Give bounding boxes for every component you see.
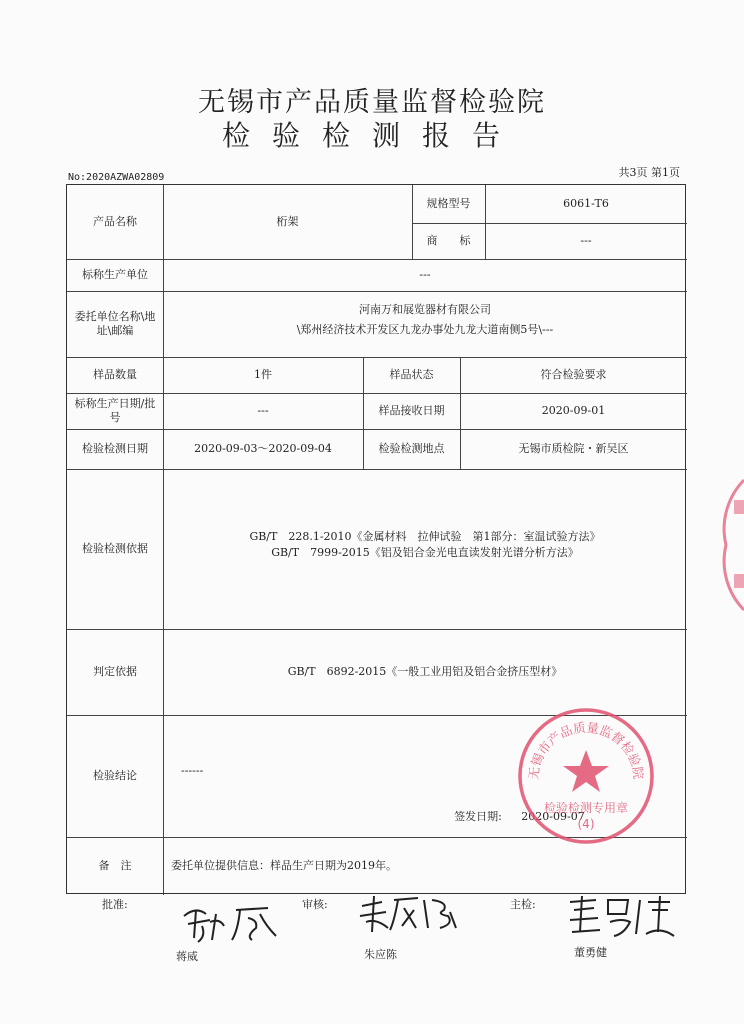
client-label: 委托单位名称\地址\邮编 (74, 309, 156, 337)
test-location-value: 无锡市质检院・新吴区 (518, 441, 629, 455)
report-number: No:2020AZWA02809 (68, 172, 165, 183)
sample-qty-label: 样品数量 (93, 367, 137, 381)
client-address: \郑州经济技术开发区九龙办事处九龙大道南侧5号\--- (296, 322, 554, 336)
edge-seal-fragment (716, 470, 744, 620)
receive-date-label: 样品接收日期 (378, 403, 445, 417)
institute-title: 无锡市产品质量监督检验院 (198, 87, 546, 118)
judgement-value: GB/T 6892-2015《一般工业用铝及铝合金挤压型材》 (287, 664, 563, 678)
trademark-label: 商 标 (426, 233, 471, 247)
product-name-value: 桁架 (276, 214, 299, 228)
prod-date-value: --- (257, 403, 269, 417)
basis-standard-1: GB/T 228.1-2010《金属材料 拉伸试验 第1部分：室温试验方法》 (249, 529, 601, 543)
sample-qty-value: 1件 (254, 367, 272, 381)
client-name: 河南万和展览器材有限公司 (359, 302, 491, 316)
manufacturer-value: --- (419, 267, 431, 281)
report-title: 检验检测报告 (221, 119, 522, 152)
product-name-label: 产品名称 (93, 214, 137, 228)
trademark-value: --- (580, 233, 592, 247)
test-date-value: 2020-09-03～2020-09-04 (194, 441, 332, 455)
seal-arc-text: 无锡市产品质量监督检验院 (525, 719, 647, 781)
sample-state-value: 符合检验要求 (540, 367, 607, 381)
seal-bottom-text: 检验检测专用章 (543, 801, 629, 815)
manufacturer-label: 标称生产单位 (82, 267, 148, 281)
conclusion-label: 检验结论 (93, 768, 137, 782)
page-info: 共3页 第1页 (618, 166, 680, 179)
basis-label: 检验检测依据 (82, 541, 148, 555)
test-date-label: 检验检测日期 (82, 441, 148, 455)
seal-number: (4) (577, 817, 595, 831)
approve-signature (176, 896, 286, 946)
inspect-label: 主检: (510, 898, 536, 911)
conclusion-value: ------ (181, 763, 204, 777)
approve-label: 批准: (102, 898, 128, 911)
model-value: 6061-T6 (563, 196, 609, 210)
judgement-label: 判定依据 (93, 664, 137, 678)
test-location-label: 检验检测地点 (378, 441, 445, 455)
inspect-signature (564, 892, 680, 938)
remarks-label: 备 注 (98, 858, 132, 872)
approve-name: 蒋威 (176, 950, 198, 963)
official-seal (516, 706, 656, 846)
remarks-value: 委托单位提供信息：样品生产日期为2019年。 (171, 858, 397, 872)
basis-standard-2: GB/T 7999-2015《铝及铝合金光电直读发射光谱分析方法》 (271, 545, 579, 559)
issue-date-value: 2020-09-07 (521, 809, 585, 823)
review-label: 审核: (302, 898, 328, 911)
review-name: 朱应陈 (364, 948, 397, 961)
receive-date-value: 2020-09-01 (541, 403, 606, 417)
review-signature (352, 888, 462, 938)
model-label: 规格型号 (426, 196, 471, 210)
issue-date-label: 签发日期: (454, 809, 502, 823)
inspect-name: 董勇健 (574, 946, 607, 959)
prod-date-label: 标称生产日期/批号 (74, 396, 156, 424)
sample-state-label: 样品状态 (389, 367, 434, 381)
